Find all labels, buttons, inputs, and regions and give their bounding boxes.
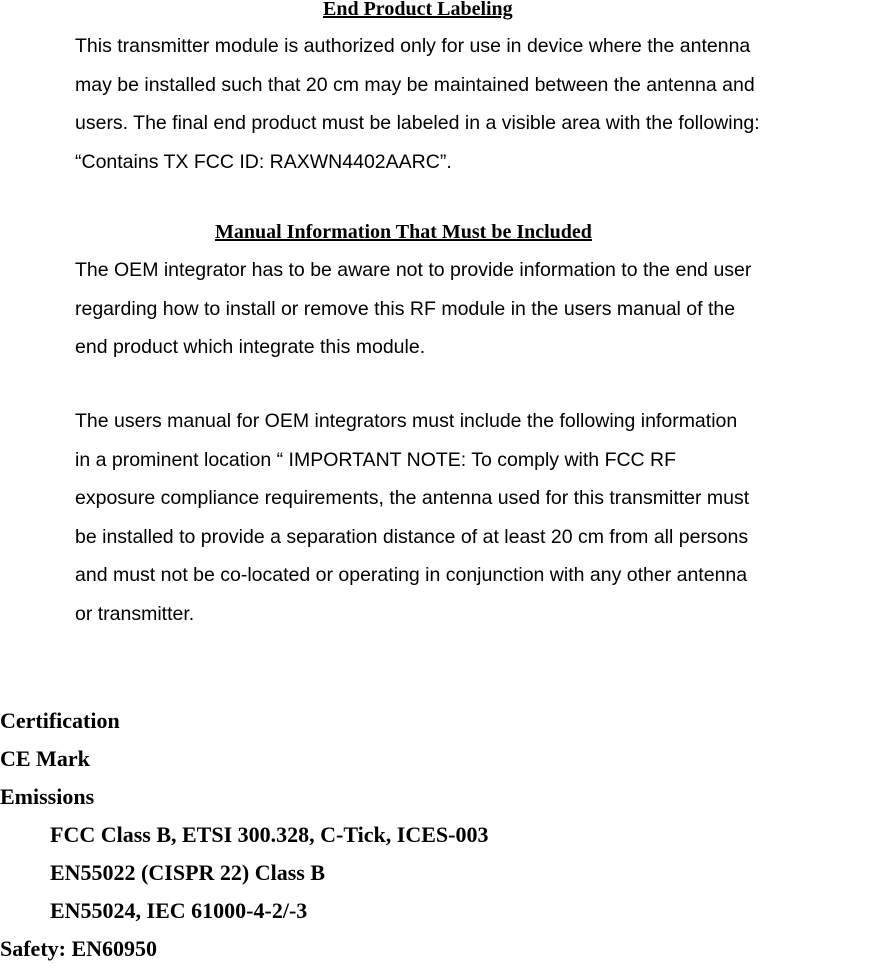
paragraph-line: be installed to provide a separation distance of at least 20 cm from all persons xyxy=(75,525,749,548)
paragraph-line: exposure compliance requirements, the antenna used for this transmitter must xyxy=(75,487,750,509)
users-manual-paragraph xyxy=(75,402,875,633)
paragraph-line: regarding how to install or remove this RF module in the users manual of the xyxy=(75,297,736,320)
paragraph-line: This transmitter module is authorized only for use in device where the antenna xyxy=(75,35,751,57)
paragraph-line: may be installed such that 20 cm may be maintained between the antenna and xyxy=(75,73,755,96)
paragraph-line: The users manual for OEM integrators must include the following information xyxy=(75,410,738,432)
end-product-labeling-heading: End Product Labeling xyxy=(323,0,513,20)
emissions-item: FCC Class B, ETSI 300.328, C-Tick, ICES-003 xyxy=(50,822,489,847)
emissions-label: Emissions xyxy=(0,784,95,809)
paragraph-line: The OEM integrator has to be aware not to provide information to the end user xyxy=(75,259,752,281)
end-product-labeling-paragraph xyxy=(75,27,875,181)
emissions-item: EN55024, IEC 61000-4-2/-3 xyxy=(50,898,308,923)
manual-information-heading: Manual Information That Must be Included xyxy=(215,221,592,243)
certification-section xyxy=(0,702,488,968)
safety-label: Safety: EN60950 xyxy=(0,936,158,961)
paragraph-line: end product which integrate this module. xyxy=(75,336,426,358)
oem-integrator-paragraph xyxy=(75,251,875,367)
paragraph-line: users. The final end product must be labeled in a visible area with the following: xyxy=(75,112,760,134)
ce-mark-label: CE Mark xyxy=(0,746,90,771)
paragraph-line: in a prominent location “ IMPORTANT NOTE: To comply with FCC RF xyxy=(75,448,677,471)
paragraph-line: and must not be co-located or operating in conjunction with any other antenna xyxy=(75,564,748,586)
fcc-id-line: “Contains TX FCC ID: RAXWN4402AARC”. xyxy=(75,150,452,173)
certification-title: Certification xyxy=(0,708,120,733)
paragraph-line: or transmitter. xyxy=(75,602,195,625)
emissions-item: EN55022 (CISPR 22) Class B xyxy=(50,860,326,885)
